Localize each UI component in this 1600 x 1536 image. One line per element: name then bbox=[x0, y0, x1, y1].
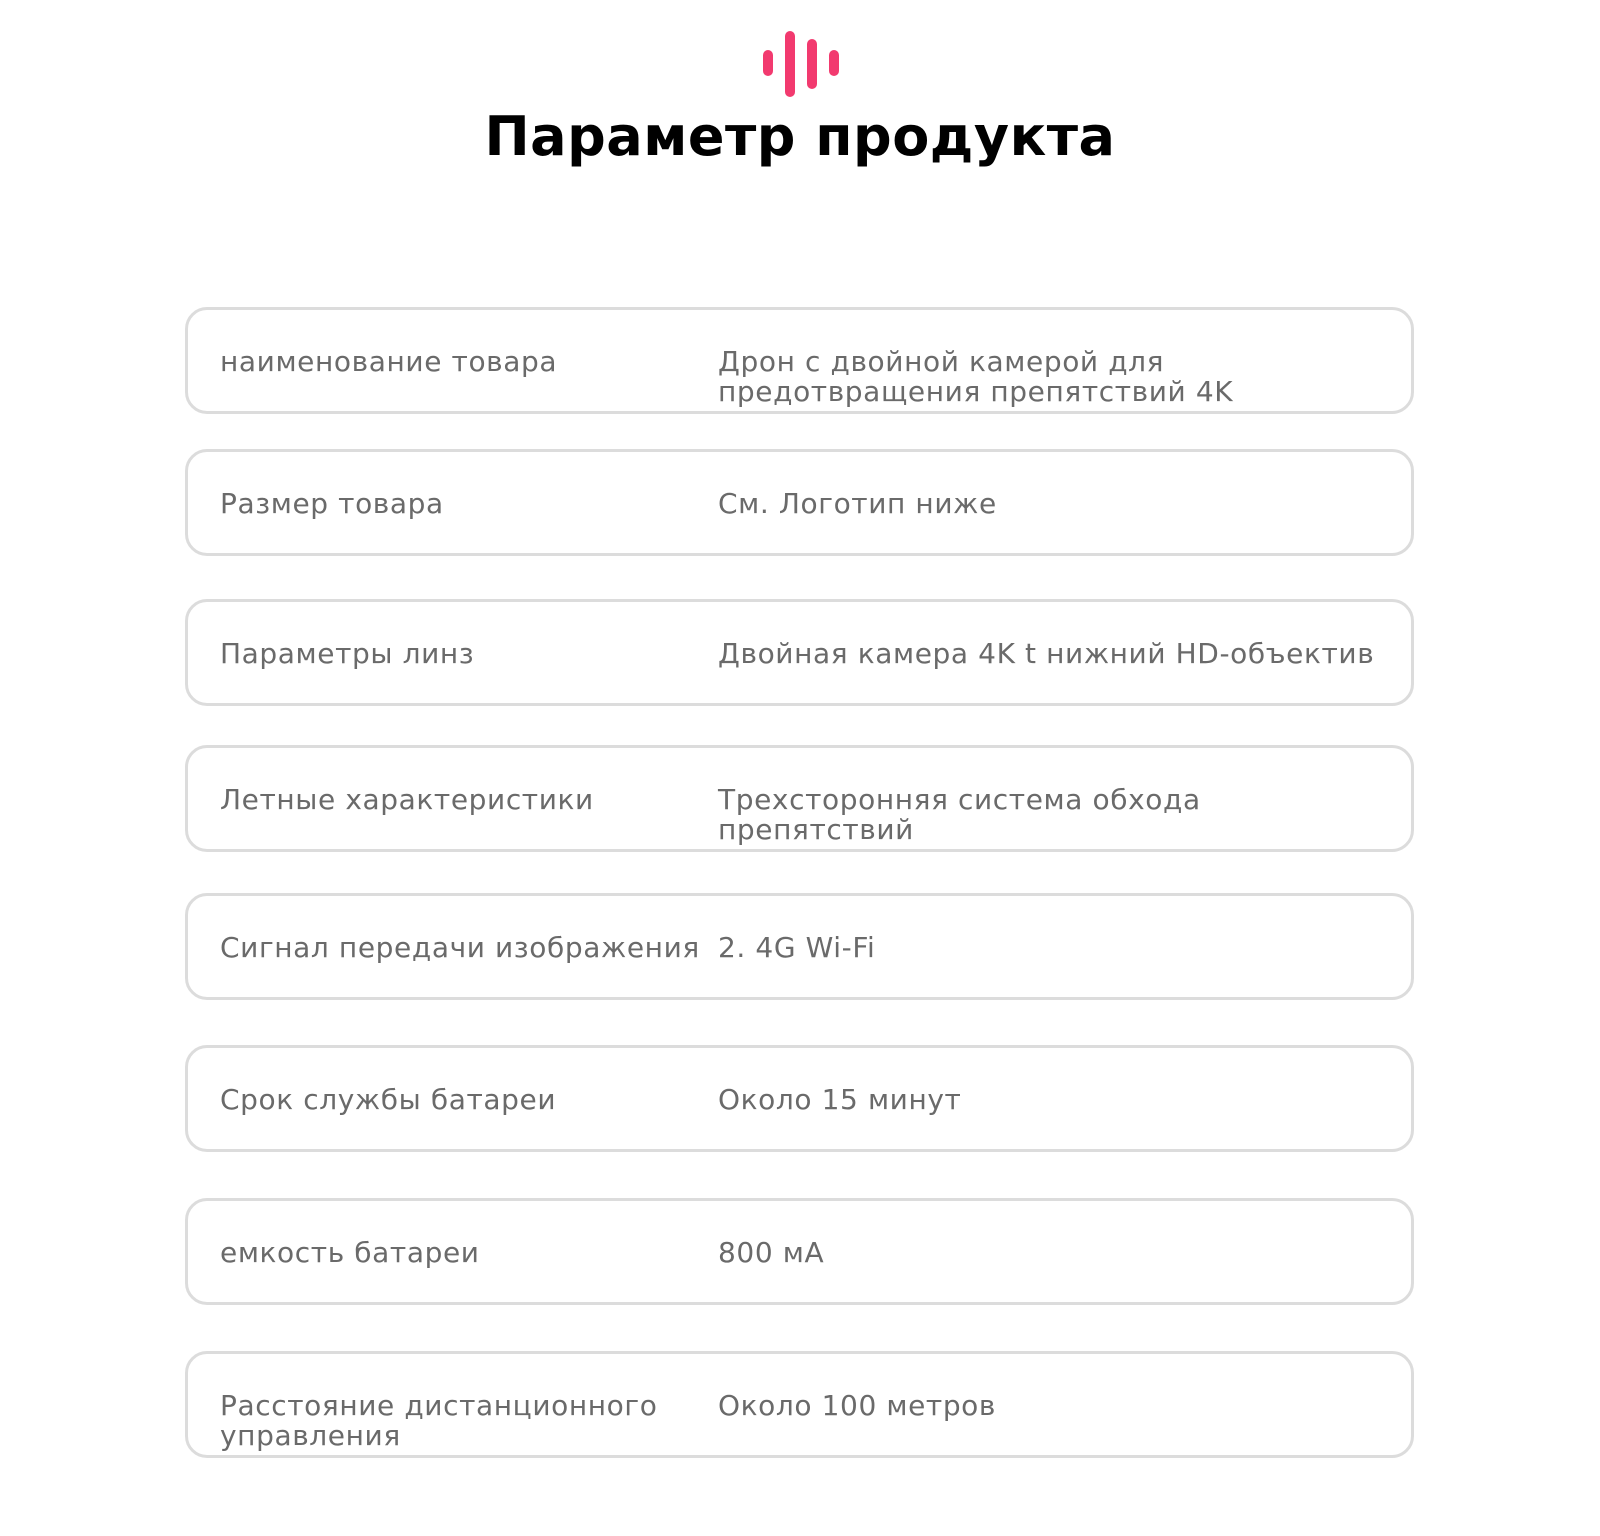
param-value: 2. 4G Wi-Fi bbox=[718, 931, 876, 964]
sound-bars-icon bbox=[761, 31, 843, 97]
param-row-lens bbox=[185, 599, 1414, 706]
param-label: Срок службы батареи bbox=[220, 1083, 557, 1116]
param-value: Трехсторонняя система обхода препятствий bbox=[718, 783, 1201, 846]
param-value: Около 100 метров bbox=[718, 1389, 997, 1422]
param-row-flight bbox=[185, 745, 1414, 852]
param-row-product-name bbox=[185, 307, 1414, 414]
param-row-product-size bbox=[185, 449, 1414, 556]
param-value: Около 15 минут bbox=[718, 1083, 962, 1116]
param-label: Размер товара bbox=[220, 487, 444, 520]
param-label: Сигнал передачи изображения bbox=[220, 931, 700, 964]
param-value: См. Логотип ниже bbox=[718, 487, 997, 520]
param-row-battery-capacity bbox=[185, 1198, 1414, 1305]
param-value: Дрон с двойной камерой для предотвращения препятствий 4K bbox=[718, 345, 1234, 408]
param-value: Двойная камера 4K t нижний HD-объектив bbox=[718, 637, 1375, 670]
param-row-remote-distance bbox=[185, 1351, 1414, 1458]
param-label: Расстояние дистанционного управления bbox=[220, 1389, 658, 1452]
param-value: 800 мА bbox=[718, 1236, 825, 1269]
param-row-signal bbox=[185, 893, 1414, 1000]
param-row-battery-life bbox=[185, 1045, 1414, 1152]
param-label: наименование товара bbox=[220, 345, 558, 378]
param-label: емкость батареи bbox=[220, 1236, 480, 1269]
param-label: Летные характеристики bbox=[220, 783, 594, 816]
param-label: Параметры линз bbox=[220, 637, 475, 670]
page-title: Параметр продукта bbox=[484, 105, 1116, 168]
